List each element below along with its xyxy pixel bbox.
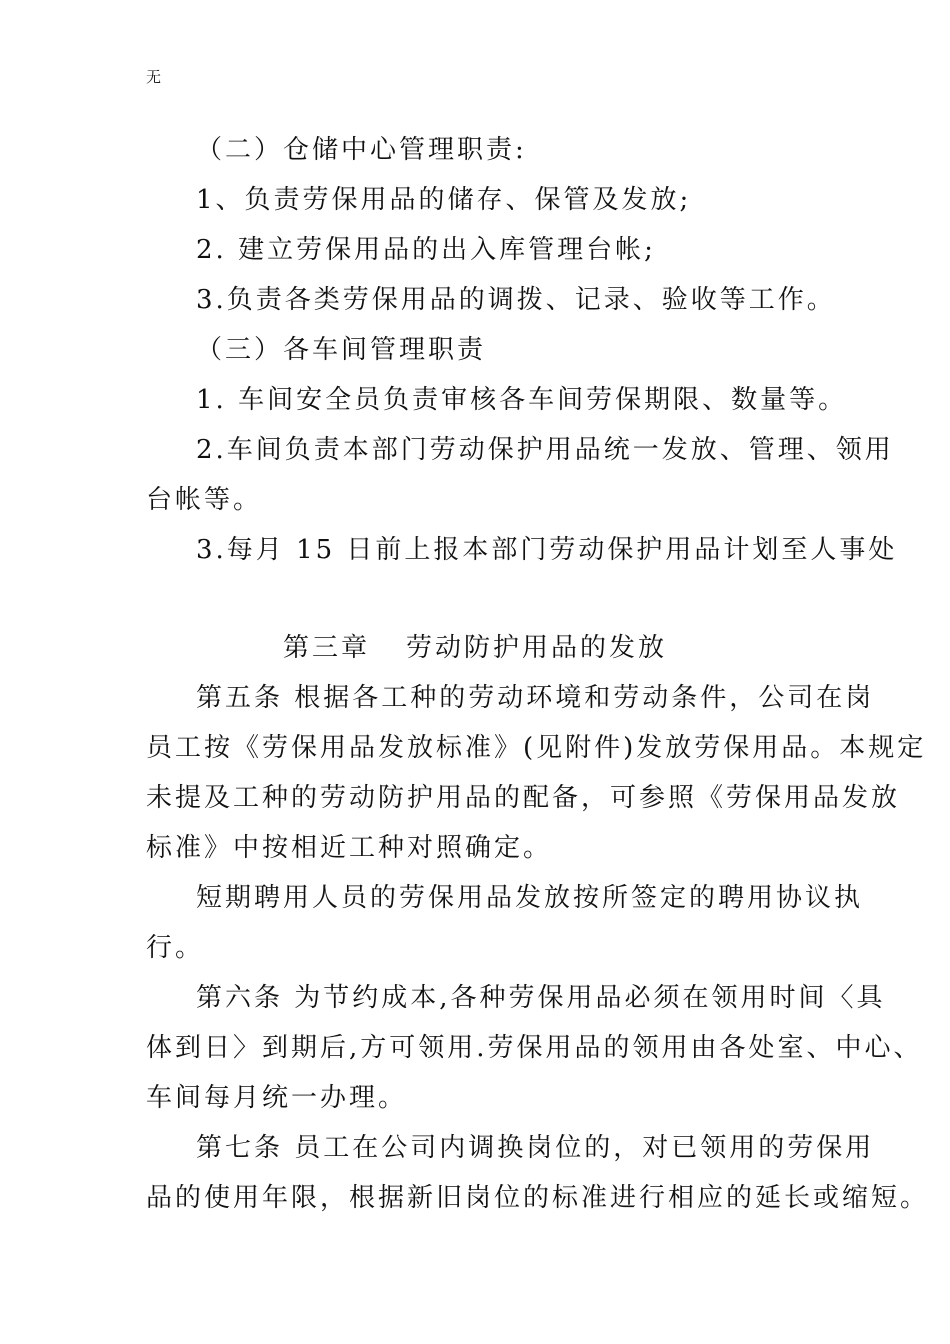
section-3-heading: （三）各车间管理职责 xyxy=(196,335,487,365)
article-6-line-1: 第六条 为节约成本,各种劳保用品必须在领用时间〈具 xyxy=(196,983,886,1013)
page-header: 无 xyxy=(146,68,162,86)
section-3-item-2-line-2: 台帐等。 xyxy=(146,485,263,515)
chapter-heading xyxy=(0,630,950,666)
article-7-line-1: 第七条 员工在公司内调换岗位的，对已领用的劳保用 xyxy=(196,1133,875,1163)
article-5-line-1: 第五条 根据各工种的劳动环境和劳动条件，公司在岗 xyxy=(196,683,875,713)
chapter-title: 劳动防护用品的发放 xyxy=(406,633,668,663)
article-5-line-3: 未提及工种的劳动防护用品的配备，可参照《劳保用品发放 xyxy=(146,783,901,813)
article-5-line-4: 标准》中按相近工种对照确定。 xyxy=(146,833,553,863)
section-3-item-2-line-1: 2.车间负责本部门劳动保护用品统一发放、管理、领用 xyxy=(196,435,894,465)
chapter-number: 第三章 xyxy=(282,633,370,663)
article-5-line-2: 员工按《劳保用品发放标准》(见附件)发放劳保用品。本规定 xyxy=(146,733,927,763)
article-6-line-3: 车间每月统一办理。 xyxy=(146,1083,408,1113)
article-5-para-2-line-1: 短期聘用人员的劳保用品发放按所签定的聘用协议执 xyxy=(196,883,864,913)
section-2-item-1: 1、负责劳保用品的储存、保管及发放; xyxy=(196,185,692,215)
article-5-para-2-line-2: 行。 xyxy=(146,933,205,963)
article-6-line-2: 体到日〉到期后,方可领用.劳保用品的领用由各处室、中心、 xyxy=(146,1033,923,1063)
section-2-heading: （二）仓储中心管理职责: xyxy=(196,135,527,165)
section-2-item-3: 3.负责各类劳保用品的调拨、记录、验收等工作。 xyxy=(196,285,836,315)
section-2-item-2: 2. 建立劳保用品的出入库管理台帐; xyxy=(196,235,656,265)
section-3-item-3: 3.每月 15 日前上报本部门劳动保护用品计划至人事处 xyxy=(196,535,898,565)
article-7-line-2: 品的使用年限，根据新旧岗位的标准进行相应的延长或缩短。 xyxy=(146,1183,930,1213)
section-3-item-1: 1. 车间安全员负责审核各车间劳保期限、数量等。 xyxy=(196,385,848,415)
